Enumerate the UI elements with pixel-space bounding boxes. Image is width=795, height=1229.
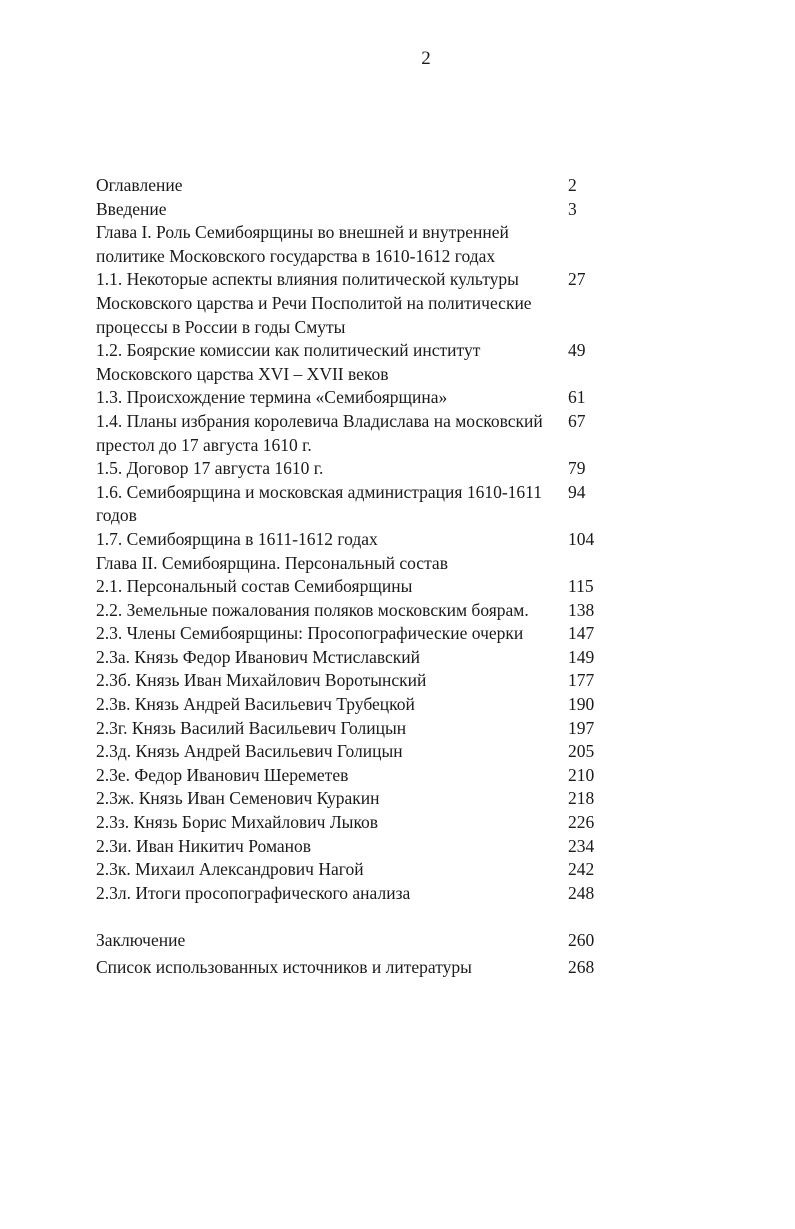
- toc-entry-page: 149: [568, 646, 595, 667]
- toc-entry: [96, 669, 616, 693]
- toc-entry-title: 2.3к. Михаил Александрович Нагой: [96, 859, 364, 880]
- toc-entry: [96, 787, 616, 811]
- toc-entry-page: 138: [568, 599, 595, 620]
- toc-entry: [96, 858, 616, 882]
- toc-entry-page: 61: [568, 387, 586, 408]
- toc-entry-title: 1.5. Договор 17 августа 1610 г.: [96, 458, 324, 479]
- toc-entry-title: Список использованных источников и литературы: [96, 957, 472, 978]
- toc-entry-page: 205: [568, 741, 595, 762]
- toc-entry-page: 210: [568, 764, 595, 785]
- toc-entry-page: 147: [568, 623, 595, 644]
- toc-entry: [96, 339, 616, 386]
- toc-entry-title: 2.3б. Князь Иван Михайлович Воротынский: [96, 670, 427, 691]
- toc-entry-title: 2.3л. Итоги просопографического анализа: [96, 882, 411, 903]
- toc-entry-title: 1.3. Происхождение термина «Семибоярщина»: [96, 387, 448, 408]
- toc-entry-page: 268: [568, 957, 595, 978]
- toc-entry: [96, 599, 616, 623]
- toc-entry-title: Заключение: [96, 930, 186, 951]
- toc-entry-title: 2.3ж. Князь Иван Семенович Куракин: [96, 788, 380, 809]
- toc-entry-title: 1.1. Некоторые аспекты влияния политической культуры Московского царства и Речи Посполитой на политические процессы в России в годы Смуты: [96, 269, 532, 337]
- toc-entry-title: Глава I. Роль Семибоярщины во внешней и внутренней политике Московского государства в 1610-1612 годах: [96, 222, 509, 266]
- toc-entry-title: 2.3е. Федор Иванович Шереметев: [96, 764, 349, 785]
- toc-entry: [96, 622, 616, 646]
- toc-entry: [96, 646, 616, 670]
- toc-entry: [96, 717, 616, 741]
- toc-entry: [96, 552, 616, 576]
- toc-entry-page: 177: [568, 670, 595, 691]
- toc-entry-page: 3: [568, 198, 577, 219]
- toc-entry-page: 49: [568, 340, 586, 361]
- toc-entry: [96, 410, 616, 457]
- toc-entry-page: 260: [568, 930, 595, 951]
- section-gap: [96, 905, 616, 927]
- toc-entry: [96, 811, 616, 835]
- toc-entry-title: 2.3г. Князь Василий Васильевич Голицын: [96, 717, 407, 738]
- toc-entry-title: 1.4. Планы избрания королевича Владислава на московский престол до 17 августа 1610 г.: [96, 410, 543, 455]
- toc-entry: [96, 882, 616, 906]
- toc-entry-title: 1.7. Семибоярщина в 1611-1612 годах: [96, 528, 378, 549]
- toc-entry: [96, 174, 616, 198]
- toc-entry: [96, 764, 616, 788]
- toc-entry-page: 248: [568, 882, 595, 903]
- toc-entry-page: 197: [568, 717, 595, 738]
- toc-entry-page: 226: [568, 812, 595, 833]
- toc-entry: [96, 457, 616, 481]
- toc-entry: [96, 575, 616, 599]
- toc-entry-page: 94: [568, 481, 586, 502]
- toc-entry: [96, 528, 616, 552]
- toc-entry-page: 234: [568, 835, 595, 856]
- toc-entry-title: 2.2. Земельные пожалования поляков московским боярам.: [96, 599, 529, 620]
- toc-entry-title: 2.3а. Князь Федор Иванович Мстиславский: [96, 646, 421, 667]
- toc-entry: [96, 481, 616, 528]
- toc-entry-bibliography: [96, 954, 616, 981]
- toc-entry-page: 104: [568, 528, 595, 549]
- toc-entry-title: 1.6. Семибоярщина и московская администрация 1610-1611 годов: [96, 481, 542, 526]
- toc-entry-page: 242: [568, 859, 595, 880]
- toc-entry: [96, 835, 616, 859]
- toc-entry-title: 2.3. Члены Семибоярщины: Просопографические очерки: [96, 623, 524, 644]
- toc-entry-page: 79: [568, 458, 586, 479]
- toc-entry-page: 67: [568, 410, 586, 431]
- toc-entry-title: Введение: [96, 198, 167, 219]
- toc-entry-title: 1.2. Боярские комиссии как политический институт Московского царства XVI – XVII веков: [96, 340, 481, 384]
- toc-entry-page: 2: [568, 175, 577, 195]
- toc-entry-page: 218: [568, 788, 595, 809]
- toc-entry-conclusion: [96, 927, 616, 954]
- toc-entry-title: 2.3в. Князь Андрей Васильевич Трубецкой: [96, 694, 415, 715]
- toc-entry: [96, 221, 616, 268]
- page-number: 2: [421, 48, 431, 69]
- toc-entry: [96, 268, 616, 339]
- toc-entry-title: Оглавление: [96, 175, 183, 195]
- toc-entry-page: 115: [568, 576, 594, 597]
- toc-entry: [96, 693, 616, 717]
- toc-entry: [96, 386, 616, 410]
- toc-entry-title: Глава II. Семибоярщина. Персональный состав: [96, 552, 448, 573]
- toc-entry: [96, 740, 616, 764]
- toc-entry: [96, 198, 616, 222]
- toc-entry-title: 2.3з. Князь Борис Михайлович Лыков: [96, 812, 379, 833]
- toc-entry-title: 2.1. Персональный состав Семибоярщины: [96, 576, 413, 597]
- toc-entry-page: 190: [568, 694, 595, 715]
- toc-entry-title: 2.3и. Иван Никитич Романов: [96, 835, 312, 856]
- toc-entry-page: 27: [568, 269, 586, 290]
- table-of-contents: [96, 174, 616, 981]
- toc-entry-title: 2.3д. Князь Андрей Васильевич Голицын: [96, 741, 403, 762]
